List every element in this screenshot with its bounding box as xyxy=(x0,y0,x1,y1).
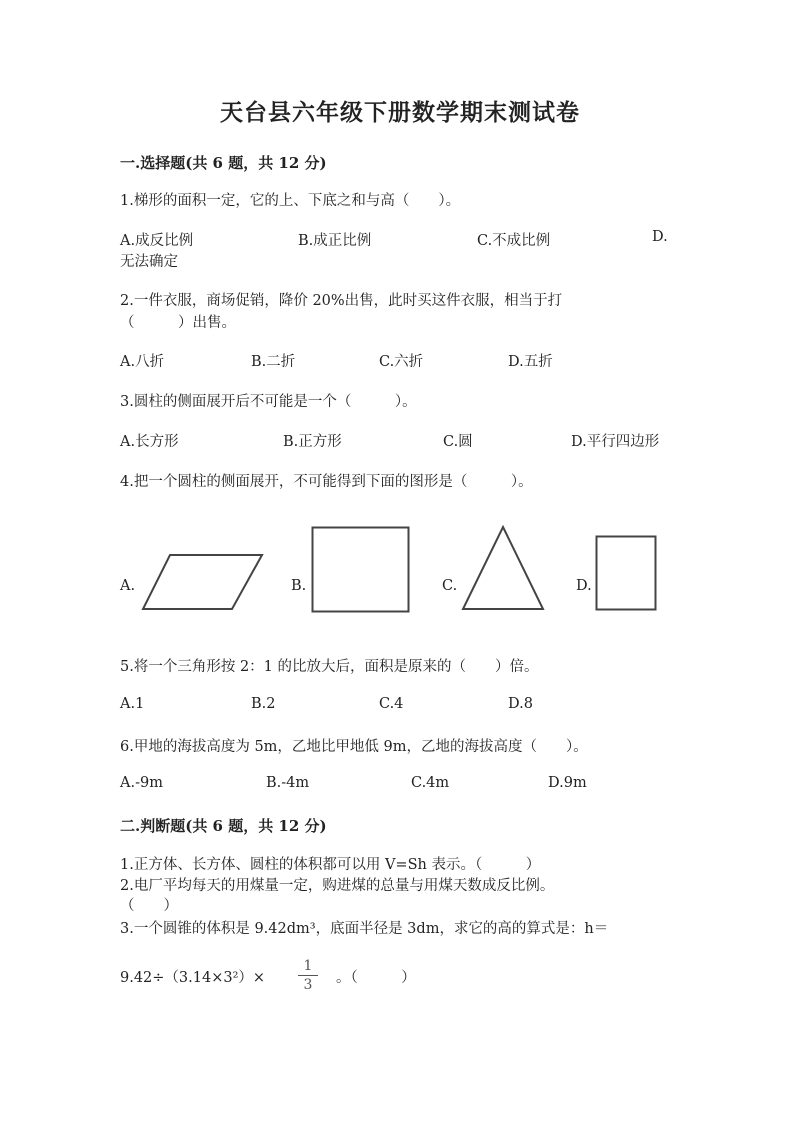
q1-option-d[interactable]: D. xyxy=(652,229,668,245)
q2-option-c[interactable]: C.六折 xyxy=(379,354,424,370)
q4-option-c[interactable]: C. xyxy=(442,578,458,594)
q3-option-d[interactable]: D.平行四边形 xyxy=(571,434,660,450)
q6-option-c[interactable]: C.4m xyxy=(411,775,450,791)
q5-option-a[interactable]: A.1 xyxy=(120,696,145,712)
q2-option-d[interactable]: D.五折 xyxy=(508,354,553,370)
q4-option-a[interactable]: A. xyxy=(120,578,136,594)
q2-option-b[interactable]: B.二折 xyxy=(251,354,296,370)
q2-stem: 2.一件衣服，商场促销，降价 20%出售，此时买这件衣服，相当于打 xyxy=(120,293,563,309)
q3-option-b[interactable]: B.正方形 xyxy=(283,434,342,450)
square-shape xyxy=(311,526,411,614)
fraction-bar xyxy=(298,975,318,976)
q1-stem: 1.梯形的面积一定，它的上、下底之和与高（ ）。 xyxy=(120,193,461,209)
q2-stem-line2: （ ）出售。 xyxy=(120,315,236,331)
q6-stem: 6.甲地的海拔高度为 5m，乙地比甲地低 9m，乙地的海拔高度（ ）。 xyxy=(120,739,588,755)
fraction-denominator: 3 xyxy=(303,977,313,993)
q6-option-d[interactable]: D.9m xyxy=(548,775,587,791)
j1-stem: 1.正方体、长方体、圆柱的体积都可以用 V=Sh 表示。（ ） xyxy=(120,857,541,873)
triangle-shape xyxy=(460,524,546,612)
section-1-heading: 一.选择题(共 6 题，共 12 分) xyxy=(120,154,327,172)
q1-option-c[interactable]: C.不成比例 xyxy=(477,233,551,249)
q5-option-c[interactable]: C.4 xyxy=(379,696,404,712)
j3-formula: 9.42÷（3.14×3²）× xyxy=(120,970,266,986)
j2-stem-line2: （ ） xyxy=(120,898,178,914)
q4-option-b[interactable]: B. xyxy=(291,578,307,594)
q5-option-d[interactable]: D.8 xyxy=(508,696,533,712)
fraction-numerator: 1 xyxy=(303,958,313,974)
j2-stem: 2.电厂平均每天的用煤量一定，购进煤的总量与用煤天数成反比例。 xyxy=(120,878,555,894)
q4-option-d[interactable]: D. xyxy=(576,578,592,594)
q1-option-b[interactable]: B.成正比例 xyxy=(298,233,372,249)
q4-stem: 4.把一个圆柱的侧面展开，不可能得到下面的图形是（ ）。 xyxy=(120,474,533,490)
q5-option-b[interactable]: B.2 xyxy=(251,696,276,712)
q1-option-d-text: 无法确定 xyxy=(120,254,178,270)
rectangle-shape xyxy=(595,535,657,611)
page-title: 天台县六年级下册数学期末测试卷 xyxy=(220,99,580,126)
q6-option-a[interactable]: A.-9m xyxy=(120,775,163,791)
j3-stem: 3.一个圆锥的体积是 9.42dm³，底面半径是 3dm，求它的高的算式是：h＝ xyxy=(120,921,609,937)
q6-option-b[interactable]: B.-4m xyxy=(266,775,310,791)
one-third-fraction xyxy=(298,958,318,993)
section-2-heading: 二.判断题(共 6 题，共 12 分) xyxy=(120,817,327,835)
q5-stem: 5.将一个三角形按 2：1 的比放大后，面积是原来的（ ）倍。 xyxy=(120,659,539,675)
q3-option-a[interactable]: A.长方形 xyxy=(120,434,179,450)
q2-option-a[interactable]: A.八折 xyxy=(120,354,165,370)
j3-formula-tail: 。（ ） xyxy=(336,970,416,986)
parallelogram-shape xyxy=(140,552,265,612)
q1-option-a[interactable]: A.成反比例 xyxy=(120,233,194,249)
q3-option-c[interactable]: C.圆 xyxy=(443,434,473,450)
q3-stem: 3.圆柱的侧面展开后不可能是一个（ ）。 xyxy=(120,394,417,410)
